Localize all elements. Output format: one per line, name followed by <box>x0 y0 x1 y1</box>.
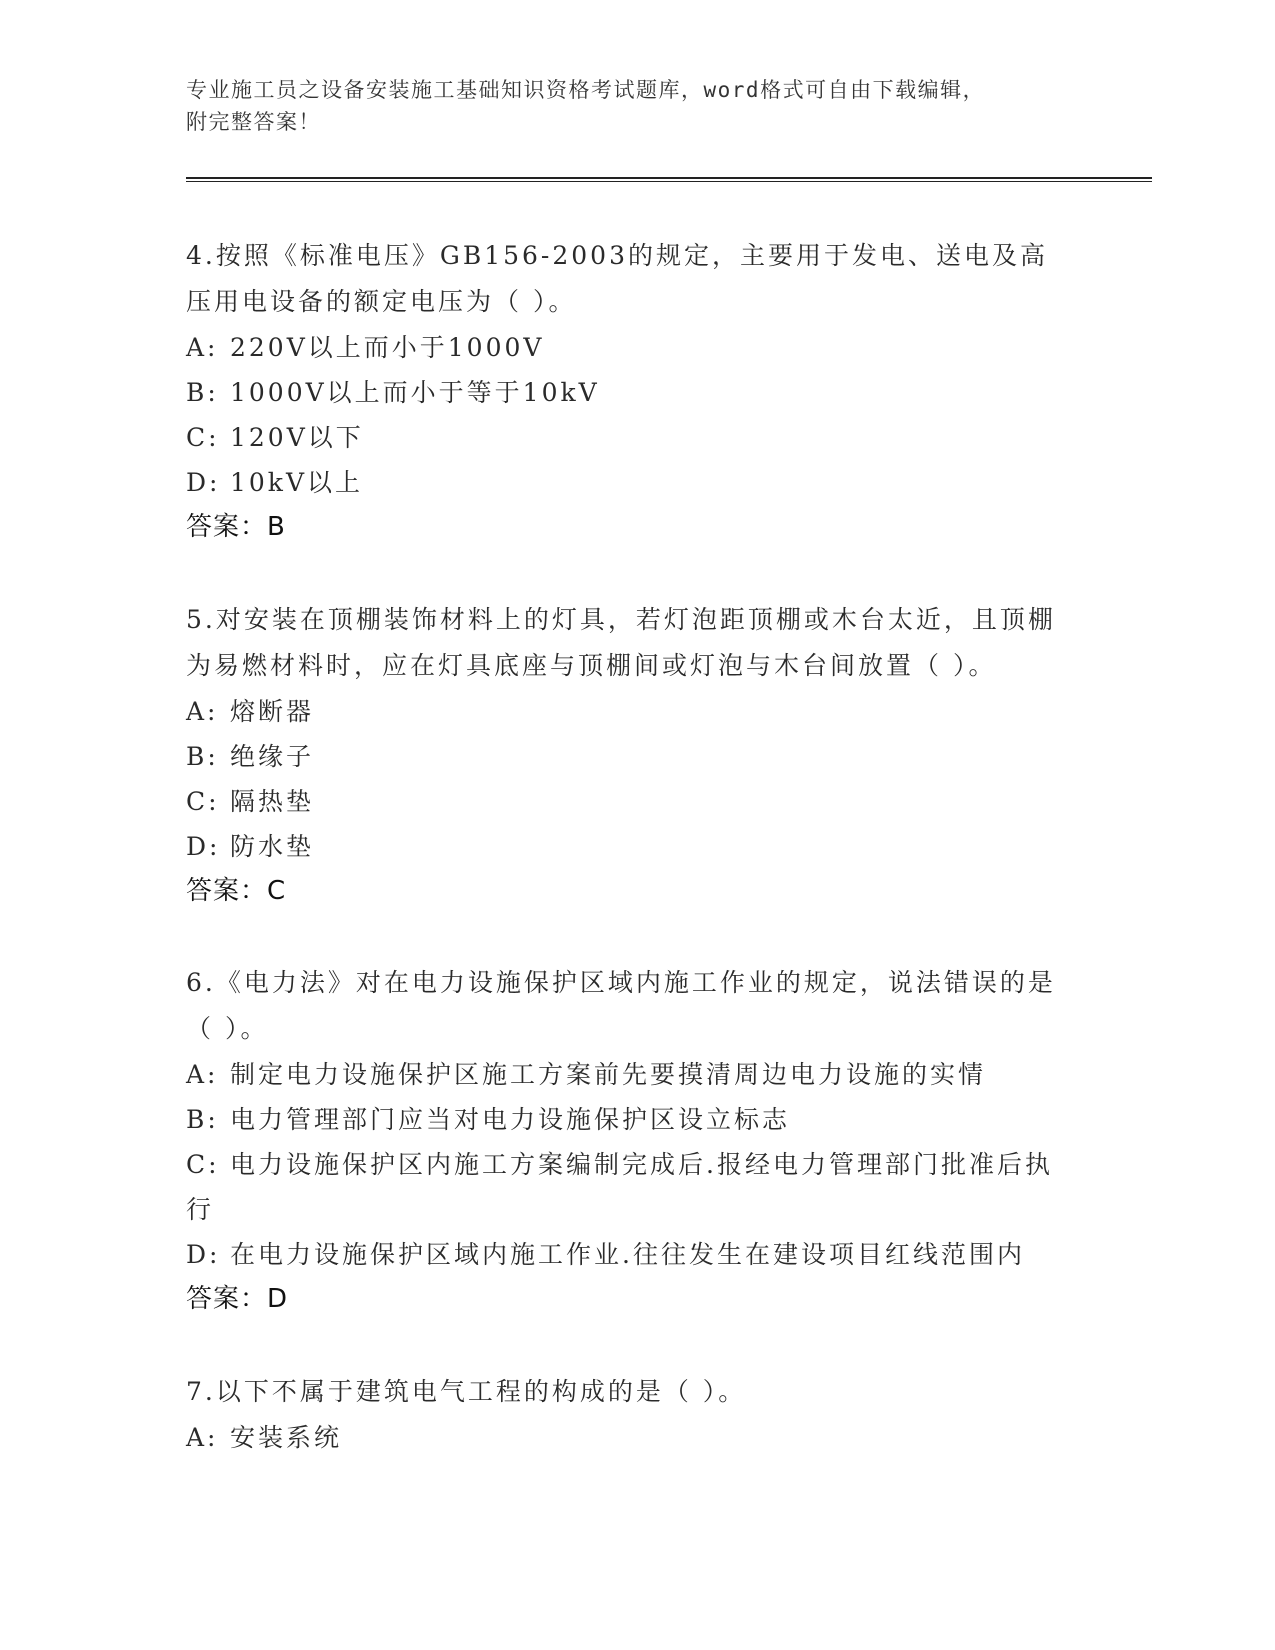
header-line-1: 专业施工员之设备安装施工基础知识资格考试题库，word格式可自由下载编辑， <box>186 78 986 102</box>
option-b <box>186 370 1066 415</box>
question-stem: 7.以下不属于建筑电气工程的构成的是（ ）。 <box>186 1377 747 1406</box>
option-a <box>186 689 1066 734</box>
option-b <box>186 734 1066 779</box>
option-label: A: <box>186 1060 219 1089</box>
option-text: 10kV以上 <box>230 468 364 497</box>
answer-line: 答案：B <box>186 512 286 542</box>
option-c <box>186 1142 1066 1232</box>
option-text: 隔热垫 <box>230 787 315 816</box>
question-stem: 5.对安装在顶棚装饰材料上的灯具，若灯泡距顶棚或木台太近，且顶棚为易燃材料时，应在灯具底座与顶棚间或灯泡与木台间放置（ ）。 <box>186 605 1056 680</box>
option-text: 熔断器 <box>230 697 315 726</box>
option-a <box>186 1052 1066 1097</box>
option-text: 绝缘子 <box>230 742 315 771</box>
question-6 <box>186 960 1066 1321</box>
option-label: A: <box>186 333 219 362</box>
document-header <box>186 74 1066 138</box>
answer-line: 答案：D <box>186 1284 289 1314</box>
option-d <box>186 460 1066 505</box>
question-stem: 4.按照《标准电压》GB156-2003的规定，主要用于发电、送电及高压用电设备的额定电压为（ ）。 <box>186 241 1048 316</box>
answer-line: 答案：C <box>186 876 287 906</box>
question-stem: 6.《电力法》对在电力设施保护区域内施工作业的规定，说法错误的是（ ）。 <box>186 968 1056 1043</box>
option-label: A: <box>186 697 219 726</box>
option-a <box>186 325 1066 370</box>
option-label: D: <box>186 1240 221 1269</box>
option-text: 电力设施保护区内施工方案编制完成后.报经电力管理部门批准后执行 <box>186 1150 1053 1224</box>
option-label: C: <box>186 787 220 816</box>
header-divider-thin <box>186 181 1152 182</box>
option-label: B: <box>186 1105 219 1134</box>
option-a <box>186 1415 1066 1460</box>
option-text: 在电力设施保护区域内施工作业.往往发生在建设项目红线范围内 <box>230 1240 1025 1269</box>
option-d <box>186 824 1066 869</box>
option-label: C: <box>186 1150 220 1179</box>
option-label: B: <box>186 378 219 407</box>
header-line-2: 附完整答案！ <box>186 110 321 134</box>
option-b <box>186 1097 1066 1142</box>
option-text: 120V以下 <box>230 423 364 452</box>
option-label: C: <box>186 423 220 452</box>
question-4 <box>186 233 1066 549</box>
option-label: D: <box>186 468 221 497</box>
option-c <box>186 779 1066 824</box>
option-text: 电力管理部门应当对电力设施保护区设立标志 <box>230 1105 791 1134</box>
option-label: A: <box>186 1423 219 1452</box>
option-text: 防水垫 <box>230 832 315 861</box>
option-c <box>186 415 1066 460</box>
option-text: 制定电力设施保护区施工方案前先要摸清周边电力设施的实情 <box>230 1060 987 1089</box>
option-text: 1000V以上而小于等于10kV <box>230 378 600 407</box>
option-text: 220V以上而小于1000V <box>230 333 545 362</box>
option-d <box>186 1232 1066 1277</box>
question-5 <box>186 597 1066 913</box>
question-7 <box>186 1369 1066 1460</box>
option-label: B: <box>186 742 219 771</box>
option-text: 安装系统 <box>230 1423 343 1452</box>
header-divider-thick <box>186 177 1152 179</box>
option-label: D: <box>186 832 221 861</box>
